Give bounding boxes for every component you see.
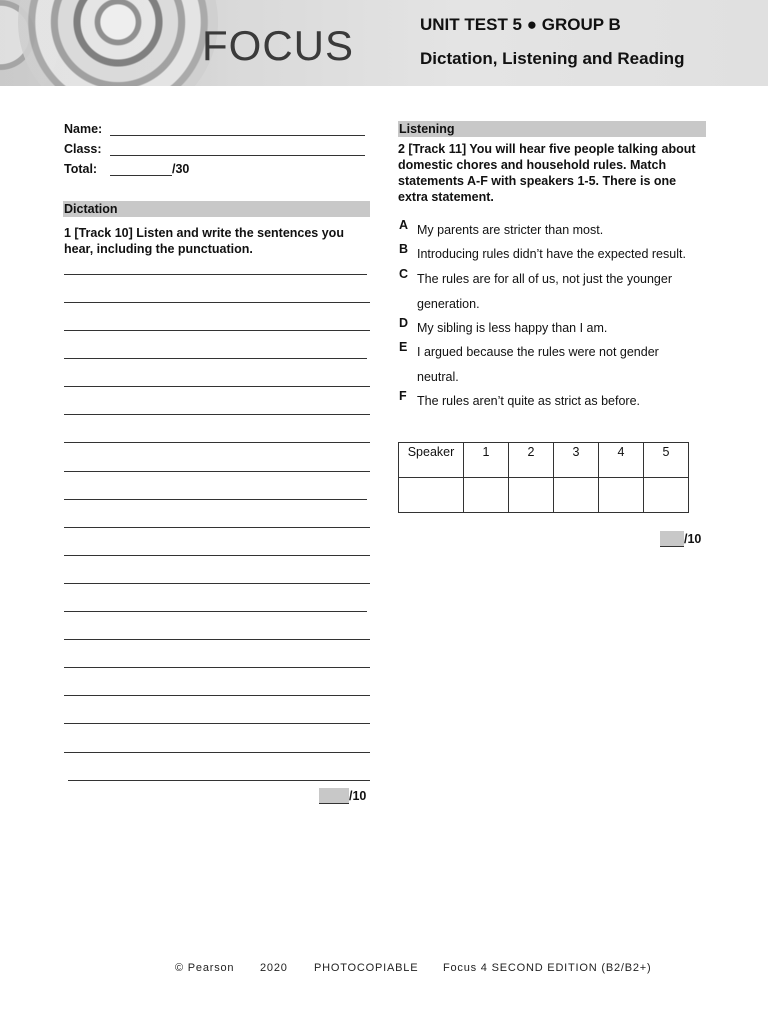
speaker-answer-table (398, 442, 689, 513)
answer-cell-5[interactable] (644, 478, 689, 513)
dictation-line-9[interactable] (64, 499, 367, 500)
dictation-heading: Dictation (63, 201, 370, 217)
table-header-row (399, 443, 689, 478)
answer-cell-2[interactable] (509, 478, 554, 513)
total-max: /30 (172, 162, 190, 176)
listening-score-blank[interactable] (660, 531, 684, 547)
dictation-line-2[interactable] (64, 302, 370, 303)
answer-cell-3[interactable] (554, 478, 599, 513)
answer-label-cell (399, 478, 464, 513)
header-decoration-circle (18, 0, 218, 86)
unit-subtitle: Dictation, Listening and Reading (420, 49, 685, 68)
statement-text: My parents are stricter than most. (417, 223, 604, 237)
dictation-line-19[interactable] (68, 780, 370, 781)
dictation-line-11[interactable] (64, 555, 370, 556)
dictation-line-10[interactable] (64, 527, 370, 528)
dictation-line-14[interactable] (64, 639, 370, 640)
page-header (0, 0, 768, 86)
footer-year: 2020 (260, 962, 288, 974)
footer-edition: Focus 4 SECOND EDITION (B2/B2+) (443, 962, 652, 974)
speaker-number: 2 (509, 443, 554, 478)
dictation-line-6[interactable] (64, 414, 370, 415)
statement-letter: B (399, 242, 409, 256)
statement-letter: A (399, 218, 409, 232)
dictation-line-15[interactable] (64, 667, 370, 668)
dictation-score (319, 788, 366, 804)
speaker-number: 3 (554, 443, 599, 478)
speaker-number: 1 (464, 443, 509, 478)
dictation-line-13[interactable] (64, 611, 367, 612)
dictation-line-18[interactable] (64, 752, 370, 753)
footer-photocopiable: PHOTOCOPIABLE (314, 962, 419, 974)
dictation-line-7[interactable] (64, 442, 370, 443)
statement-text: The rules are for all of us, not just the younger generation. (417, 272, 672, 311)
listening-heading: Listening (398, 121, 706, 137)
listening-score-max: /10 (684, 532, 702, 546)
dictation-line-1[interactable] (64, 274, 367, 275)
listening-score (660, 531, 701, 547)
table-answer-row (399, 478, 689, 513)
listening-instruction: 2 [Track 11] You will hear five people talking about domestic chores and household rules. Match statements A-F with speakers 1-5. There is one extra statement. (398, 142, 696, 204)
dictation-line-16[interactable] (64, 695, 370, 696)
answer-cell-4[interactable] (599, 478, 644, 513)
name-field[interactable] (110, 135, 365, 136)
answer-cell-1[interactable] (464, 478, 509, 513)
dictation-line-12[interactable] (64, 583, 370, 584)
dictation-score-blank[interactable] (319, 788, 349, 804)
class-field[interactable] (110, 155, 365, 156)
statement-letter: D (399, 316, 409, 330)
dictation-line-8[interactable] (64, 471, 370, 472)
dictation-score-max: /10 (349, 789, 367, 803)
speaker-number: 4 (599, 443, 644, 478)
dictation-instruction: 1 [Track 10] Listen and write the sentences you hear, including the punctuation. (64, 226, 344, 256)
unit-title: UNIT TEST 5 ● GROUP B (420, 15, 621, 34)
total-field[interactable] (110, 175, 172, 176)
dictation-line-4[interactable] (64, 358, 367, 359)
footer-copyright: © Pearson (175, 962, 235, 974)
statement-letter: F (399, 389, 407, 403)
dictation-line-17[interactable] (64, 723, 370, 724)
statement-letter: E (399, 340, 408, 354)
statement-text: My sibling is less happy than I am. (417, 321, 608, 335)
statement-text: The rules aren’t quite as strict as before. (417, 394, 641, 408)
dictation-line-5[interactable] (64, 386, 370, 387)
statement-letter: C (399, 267, 409, 281)
dictation-line-3[interactable] (64, 330, 370, 331)
total-label: Total: (64, 162, 98, 176)
statement-text: I argued because the rules were not gender neutral. (417, 345, 659, 384)
class-label: Class: (64, 142, 102, 156)
speaker-number: 5 (644, 443, 689, 478)
speaker-label: Speaker (399, 443, 464, 478)
name-label: Name: (64, 122, 103, 136)
focus-logo: FOCUS (202, 22, 354, 69)
statement-text: Introducing rules didn’t have the expected result. (417, 247, 686, 261)
